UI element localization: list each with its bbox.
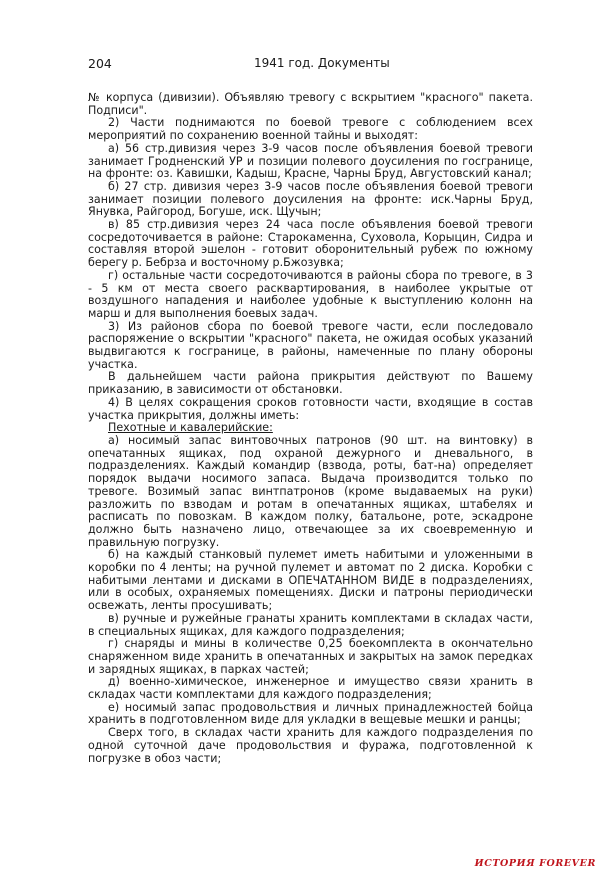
paragraph-item-2b: б) 27 стр. дивизия через 3-9 часов после объявления боевой тревоги занимает позиции полевого доусиления на фронте: иск.Чарны Бруд, Янувка, Райгород, Богуше, иск. Щучын; [88, 179, 533, 219]
page-header [88, 56, 533, 72]
paragraph-item-2a: а) 56 стр.дивизия через 3-9 часов после объявления боевой тревоги занимает Гродненский УР и позиции полевого доусиления по госгранице, на фронте: оз. Кавишки, Кадыш, Красне, Чарны Бруд, Августовский канал; [88, 141, 533, 181]
paragraph-item-2g: г) остальные части сосредоточиваются в районы сбора по тревоге, в 3 - 5 км от места своего расквартирования, в наиболее укрытые от воздушного нападения и наиболее удобные к выступлению колонн на марш и для выполнения боевых задач. [88, 268, 533, 320]
section-heading-text: Пехотные и кавалерийские: [108, 421, 273, 435]
paragraph-item-4a: а) носимый запас винтовочных патронов (90 шт. на винтовку) в опечатанных ящиках, под охраной дежурного и дневального, в подразделениях. Каждый командир (взвода, роты, бат-на) определяет порядок выдачи носимого запаса. Выдача производится только по тревоге. Возимый запас винтпатронов (кроме выдаваемых на руки) разложить по взводам и ротам в опечатанных ящиках, штабелях и расписать по повозкам. В каждом полку, батальоне, роте, эскадроне должно быть назначено лицо, отвечающее за их своевременную и правильную погрузку. [88, 433, 533, 549]
paragraph-item-4b: б) на каждый станковый пулемет иметь набитыми и уложенными в коробки по 4 ленты; на ручной пулемет и автомат по 2 диска. Коробки с набитыми лентами и дисками в ОПЕЧАТАННОМ ВИДЕ в подразделениях, или в особых, охраняемых помещениях. Диски и патроны периодически освежать, ленты просушивать; [88, 548, 533, 613]
paragraph-further-actions: В дальнейшем части района прикрытия действуют по Вашему приказанию, в зависимости от обстановки. [88, 370, 533, 397]
paragraph-item-4v: в) ручные и ружейные гранаты хранить комплектами в складах части, в специальных ящиках, для каждого подразделения; [88, 611, 533, 638]
paragraph-item-2v: в) 85 стр.дивизия через 24 часа после объявления боевой тревоги сосредоточивается в районе: Старокаменна, Суховола, Корыцин, Сидра и составляя второй эшелон - готовит оборонительный рубеж по южному берегу р. Бебрза и восточному р.Бжозувка; [88, 218, 533, 270]
paragraph-corps-alert: № корпуса (дивизии). Объявляю тревогу с вскрытием "красного" пакета. Подписи". [88, 91, 533, 117]
paragraph-item-2: 2) Части поднимаются по боевой тревоге с соблюдением всех мероприятий по сохранению военной тайны и выходят: [88, 116, 533, 143]
running-title: 1941 год. Документы [254, 56, 390, 70]
watermark-logo: ИСТОРИЯ FOREVER [474, 858, 596, 869]
paragraph-item-4d: д) военно-химическое, инженерное и имущество связи хранить в складах части комплектами для каждого подразделения; [88, 675, 533, 702]
paragraph-item-4e: е) носимый запас продовольствия и личных принадлежностей бойца хранить в подготовленном виде для укладки в вещевые мешки и ранцы; [88, 700, 533, 727]
document-body [88, 92, 533, 765]
paragraph-item-4g: г) снаряды и мины в количестве 0,25 боекомплекта в окончательно снаряженном виде хранить в опечатанных и закрытых на замок передках и зарядных ящиках, в парках частей; [88, 637, 533, 676]
paragraph-item-4: 4) В целях сокращения сроков готовности части, входящие в состав участка прикрытия, должны иметь: [88, 395, 533, 422]
paragraph-item-3: 3) Из районов сбора по боевой тревоге части, если последовало распоряжение о вскрытии "красного" пакета, не ожидая особых указаний выдвигаются к госгранице, в районы, намеченные по плану обороны участка. [88, 319, 533, 371]
page-number: 204 [88, 56, 112, 71]
paragraph-in-addition: Сверх того, в складах части хранить для каждого подразделения по одной суточной даче продовольствия и фуража, подготовленной к погрузке в обоз части; [88, 726, 533, 765]
